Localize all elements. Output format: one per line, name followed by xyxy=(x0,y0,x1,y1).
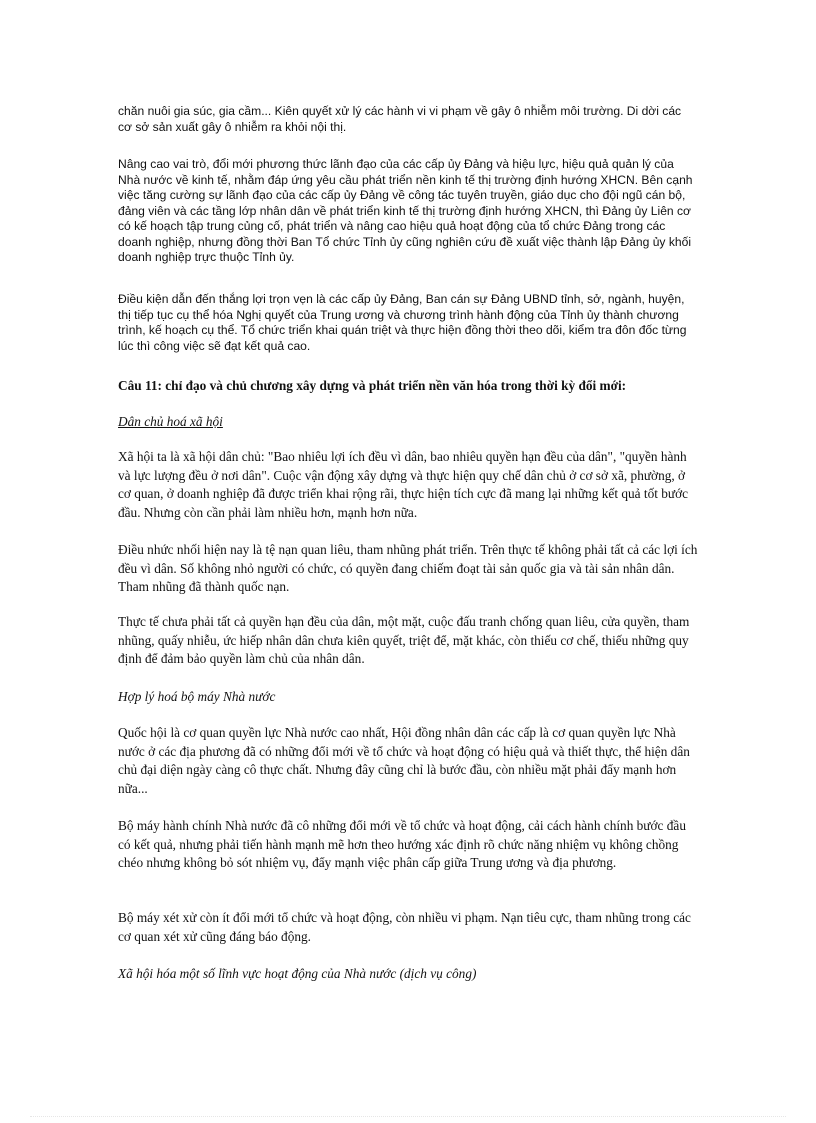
paragraph-administration: Bộ máy hành chính Nhà nước đã cô những đổi mới về tổ chức và hoạt động, cải cách hành chính bước đầu có kết quả, nhưng phải tiến hành mạnh mẽ hơn theo hướng xác định rõ chức năng nhiệm vụ không chồng chéo nhưng không bỏ sót nhiệm vụ, đẩy mạnh việc phân cấp giữa Trung ương và địa phương. xyxy=(118,818,686,870)
paragraph-party-leadership: Nâng cao vai trò, đổi mới phương thức lãnh đạo của các cấp ủy Đảng và hiệu lực, hiệu quả quản lý của Nhà nước về kinh tế, nhằm đáp ứng yêu cầu phát triển nền kinh tế thị trường định hướng XHCN. Bên cạnh việc tăng cường sự lãnh đạo của các cấp ủy Đảng về công tác tuyên truyền, giáo dục cho đội ngũ cán bộ, đảng viên và các tầng lớp nhân dân về phát triển kinh tế thị trường định hướng XHCN, thì Đảng ủy Liên cơ có kế hoạch tập trung củng cố, phát triển và nâng cao hiệu quả hoạt động của tổ chức Đảng trong các doanh nghiệp, nhưng đồng thời Ban Tổ chức Tỉnh ủy cũng nghiên cứu đề xuất việc thành lập Đảng ủy khối doanh nghiệp trực thuộc Tỉnh ủy. xyxy=(118,157,693,264)
page-footer-divider xyxy=(30,1116,786,1117)
subheading-socialization: Xã hội hóa một số lĩnh vực hoạt động của Nhà nước (dịch vụ công) xyxy=(118,966,477,981)
subheading-democratization: Dân chủ hoá xã hội xyxy=(118,414,223,429)
paragraph-environment: chăn nuôi gia súc, gia cầm... Kiên quyết xử lý các hành vi vi phạm về gây ô nhiễm môi trường. Di dời các cơ sở sản xuất gây ô nhiễm ra khỏi nội thị. xyxy=(118,104,682,134)
paragraph-rights: Thực tế chưa phải tất cả quyền hạn đều của dân, một mặt, cuộc đấu tranh chống quan liêu, cửa quyền, tham nhũng, quấy nhiễu, ức hiếp nhân dân chưa kiên quyết, triệt để, mặt khác, còn thiếu cơ chế, thiếu những quy định để đảm bảo quyền làm chủ của nhân dân. xyxy=(118,614,690,666)
paragraph-conditions: Điều kiện dẫn đến thắng lợi trọn vẹn là các cấp ủy Đảng, Ban cán sự Đảng UBND tỉnh, sở, ngành, huyện, thị tiếp tục cụ thể hóa Nghị quyết của Trung ương và chương trình hành động của Tỉnh ủy thành chương trình, kế hoạch cụ thể. Tổ chức triển khai quán triệt và thực hiện đồng thời theo dõi, kiểm tra đôn đốc từng lúc thì công việc sẽ đạt kết quả cao. xyxy=(118,292,687,353)
subheading-state-apparatus: Hợp lý hoá bộ máy Nhà nước xyxy=(118,689,276,704)
paragraph-democracy: Xã hội ta là xã hội dân chủ: "Bao nhiêu lợi ích đều vì dân, bao nhiêu quyền hạn đều của dân", "quyền hành và lực lượng đều ở nơi dân". Cuộc vận động xây dựng và thực hiện quy chế dân chủ ở cơ sở xã, phường, ở cơ quan, ở doanh nghiệp đã được triển khai rộng rãi, thực hiện tích cực đã mang lại những kết quả tốt bước đầu. Nhưng còn cần phải làm nhiều hơn, mạnh hơn nữa. xyxy=(118,449,689,520)
section-heading: Câu 11: chỉ đạo và chủ chương xây dựng và phát triển nền văn hóa trong thời kỳ đổi mới: xyxy=(118,378,627,393)
paragraph-corruption: Điều nhức nhối hiện nay là tệ nạn quan liêu, tham nhũng phát triển. Trên thực tế không phải tất cả các lợi ích đều vì dân. Số không nhỏ người có chức, có quyền đang chiếm đoạt tài sản quốc gia và tài sản nhân dân. Tham nhũng đã thành quốc nạn. xyxy=(118,542,698,594)
paragraph-national-assembly: Quốc hội là cơ quan quyền lực Nhà nước cao nhất, Hội đồng nhân dân các cấp là cơ quan quyền lực Nhà nước ở các địa phương đã có những đổi mới về tổ chức và hoạt động có hiệu quả và thiết thực, thể hiện dân chủ đại diện ngày càng cô thực chất. Nhưng đây cũng chỉ là bước đầu, còn nhiều mặt phải đẩy mạnh hơn nữa... xyxy=(118,725,690,796)
paragraph-judiciary: Bộ máy xét xử còn ít đổi mới tổ chức và hoạt động, còn nhiều vi phạm. Nạn tiêu cực, tham nhũng trong các cơ quan xét xử cũng đáng báo động. xyxy=(118,910,691,944)
